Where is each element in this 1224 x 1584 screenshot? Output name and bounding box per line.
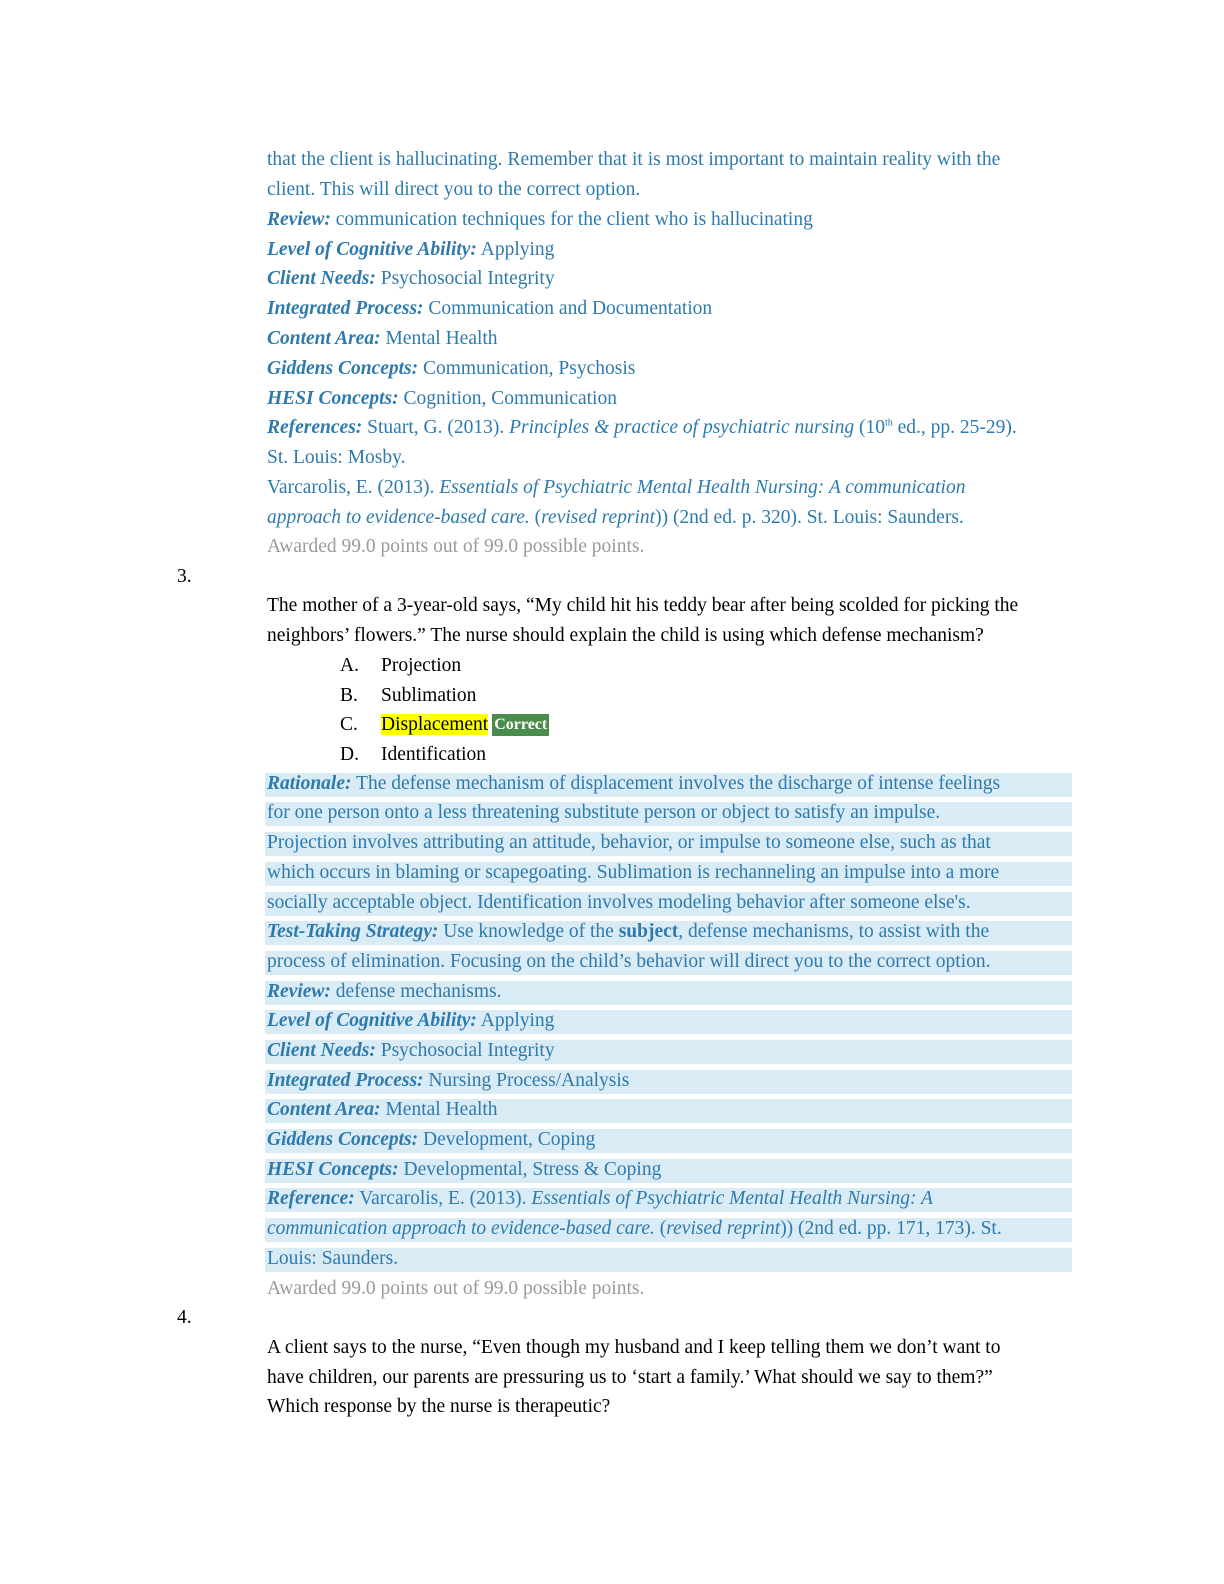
awarded-points: Awarded 99.0 points out of 99.0 possible points. [267, 1278, 645, 1299]
review-value: defense mechanisms. [330, 981, 502, 1002]
integrated-process-value: Nursing Process/Analysis [423, 1070, 630, 1091]
references-line [267, 476, 965, 500]
strategy-text: , defense mechanisms, to assist with the [678, 921, 990, 942]
question-stem-line: A client says to the nurse, “Even though my husband and I keep telling them we don’t want to [267, 1337, 1001, 1358]
client-needs-value: Psychosocial Integrity [375, 1040, 555, 1061]
option-text: Projection [381, 655, 462, 676]
references-line [267, 506, 964, 530]
option-text: Sublimation [381, 685, 477, 706]
reference-superscript: th [884, 417, 893, 429]
content-area-value: Mental Health [380, 1099, 498, 1120]
giddens-concepts-value: Development, Coping [418, 1129, 596, 1150]
reference-title: Essentials of Psychiatric Mental Health Nursing: A communication [439, 477, 966, 498]
strategy-emphasis: subject [618, 921, 679, 942]
rationale-text: The defense mechanism of displacement involves the discharge of intense feelings [351, 773, 1001, 794]
reference-label: Reference: [267, 1188, 355, 1209]
reference-text: Stuart, G. (2013). [362, 417, 510, 438]
reference-title: revised reprint [541, 507, 656, 528]
giddens-concepts-line [267, 1128, 595, 1152]
integrated-process-label: Integrated Process: [267, 1070, 424, 1091]
correct-badge: Correct [492, 714, 549, 736]
question-stem-line: have children, our parents are pressuring us to ‘start a family.’ What should we say to them?” [267, 1367, 993, 1388]
reference-title: approach to evidence-based care. [267, 507, 530, 528]
option-letter: C. [340, 714, 358, 735]
test-taking-strategy-line: process of elimination. Focusing on the child’s behavior will direct you to the correct option. [267, 951, 991, 972]
integrated-process-line [267, 1069, 629, 1093]
rationale-label: Rationale: [267, 773, 352, 794]
review-line [267, 980, 501, 1004]
content-area-label: Content Area: [267, 1099, 381, 1120]
rationale-line: socially acceptable object. Identification involves modeling behavior after someone else's. [267, 892, 971, 913]
reference-line [267, 1187, 933, 1211]
client-needs-label: Client Needs: [267, 268, 376, 289]
reference-title: Principles & practice of psychiatric nursing [509, 417, 855, 438]
reference-text: ( [529, 507, 542, 528]
rationale-line [267, 772, 1000, 796]
rationale-line: for one person onto a less threatening substitute person or object to satisfy an impulse. [267, 802, 941, 823]
content-area-value: Mental Health [380, 328, 498, 349]
hesi-concepts-label: HESI Concepts: [267, 1159, 399, 1180]
test-taking-strategy-label: Test-Taking Strategy: [267, 921, 439, 942]
cognitive-level-line [267, 238, 554, 262]
cognitive-level-value: Applying [476, 239, 555, 260]
strategy-text: Use knowledge of the [438, 921, 619, 942]
reference-text: Varcarolis, E. (2013). [267, 477, 440, 498]
client-needs-label: Client Needs: [267, 1040, 376, 1061]
reference-text: )) (2nd ed. pp. 171, 173). St. [780, 1218, 1002, 1239]
reference-title: communication approach to evidence-based care. [267, 1218, 655, 1239]
reference-text: )) (2nd ed. p. 320). St. Louis: Saunders. [655, 507, 964, 528]
integrated-process-label: Integrated Process: [267, 298, 424, 319]
test-taking-strategy-line [267, 920, 989, 944]
strategy-continued-line: that the client is hallucinating. Remember that it is most important to maintain reality with the [267, 149, 1001, 170]
question-number: 3. [177, 566, 192, 587]
hesi-concepts-value: Developmental, Stress & Coping [398, 1159, 662, 1180]
cognitive-level-label: Level of Cognitive Ability: [267, 239, 477, 260]
content-area-line [267, 327, 498, 351]
reference-text: Varcarolis, E. (2013). [354, 1188, 532, 1209]
option-text-selected [381, 713, 549, 737]
question-stem-line: neighbors’ flowers.” The nurse should explain the child is using which defense mechanism? [267, 625, 984, 646]
reference-text: ( [654, 1218, 667, 1239]
review-label: Review: [267, 981, 331, 1002]
giddens-concepts-line [267, 357, 635, 381]
client-needs-line [267, 267, 555, 291]
strategy-continued-line: client. This will direct you to the correct option. [267, 179, 641, 200]
cognitive-level-label: Level of Cognitive Ability: [267, 1010, 477, 1031]
question-number: 4. [177, 1307, 192, 1328]
content-area-line [267, 1098, 498, 1122]
hesi-concepts-line [267, 1158, 661, 1182]
option-letter: D. [340, 744, 359, 765]
giddens-concepts-label: Giddens Concepts: [267, 358, 419, 379]
review-line [267, 208, 813, 232]
review-label: Review: [267, 209, 331, 230]
content-area-label: Content Area: [267, 328, 381, 349]
awarded-points: Awarded 99.0 points out of 99.0 possible points. [267, 536, 645, 557]
reference-line: Louis: Saunders. [267, 1248, 399, 1269]
giddens-concepts-value: Communication, Psychosis [418, 358, 636, 379]
question-stem-line: The mother of a 3-year-old says, “My child hit his teddy bear after being scolded for picking the [267, 595, 1019, 616]
client-needs-line [267, 1039, 555, 1063]
question-stem-line: Which response by the nurse is therapeutic? [267, 1396, 611, 1417]
option-letter: B. [340, 685, 358, 706]
giddens-concepts-label: Giddens Concepts: [267, 1129, 419, 1150]
references-line [267, 416, 1017, 440]
references-line: St. Louis: Mosby. [267, 447, 406, 468]
hesi-concepts-value: Cognition, Communication [398, 388, 617, 409]
reference-title: Essentials of Psychiatric Mental Health Nursing: A [531, 1188, 933, 1209]
reference-title: revised reprint [666, 1218, 781, 1239]
reference-text: (10 [854, 417, 885, 438]
references-label: References: [267, 417, 363, 438]
integrated-process-line [267, 297, 712, 321]
cognitive-level-value: Applying [476, 1010, 555, 1031]
option-text: Identification [381, 744, 487, 765]
integrated-process-value: Communication and Documentation [423, 298, 713, 319]
cognitive-level-line [267, 1009, 554, 1033]
rationale-line: which occurs in blaming or scapegoating. Sublimation is rechanneling an impulse into a more [267, 862, 1000, 883]
reference-text: ed., pp. 25-29). [892, 417, 1017, 438]
review-value: communication techniques for the client who is hallucinating [330, 209, 813, 230]
selected-answer-highlight: Displacement [381, 714, 489, 735]
reference-line [267, 1217, 1002, 1241]
option-letter: A. [340, 655, 359, 676]
client-needs-value: Psychosocial Integrity [375, 268, 555, 289]
hesi-concepts-line [267, 387, 617, 411]
rationale-line: Projection involves attributing an attitude, behavior, or impulse to someone else, such as that [267, 832, 991, 853]
hesi-concepts-label: HESI Concepts: [267, 388, 399, 409]
